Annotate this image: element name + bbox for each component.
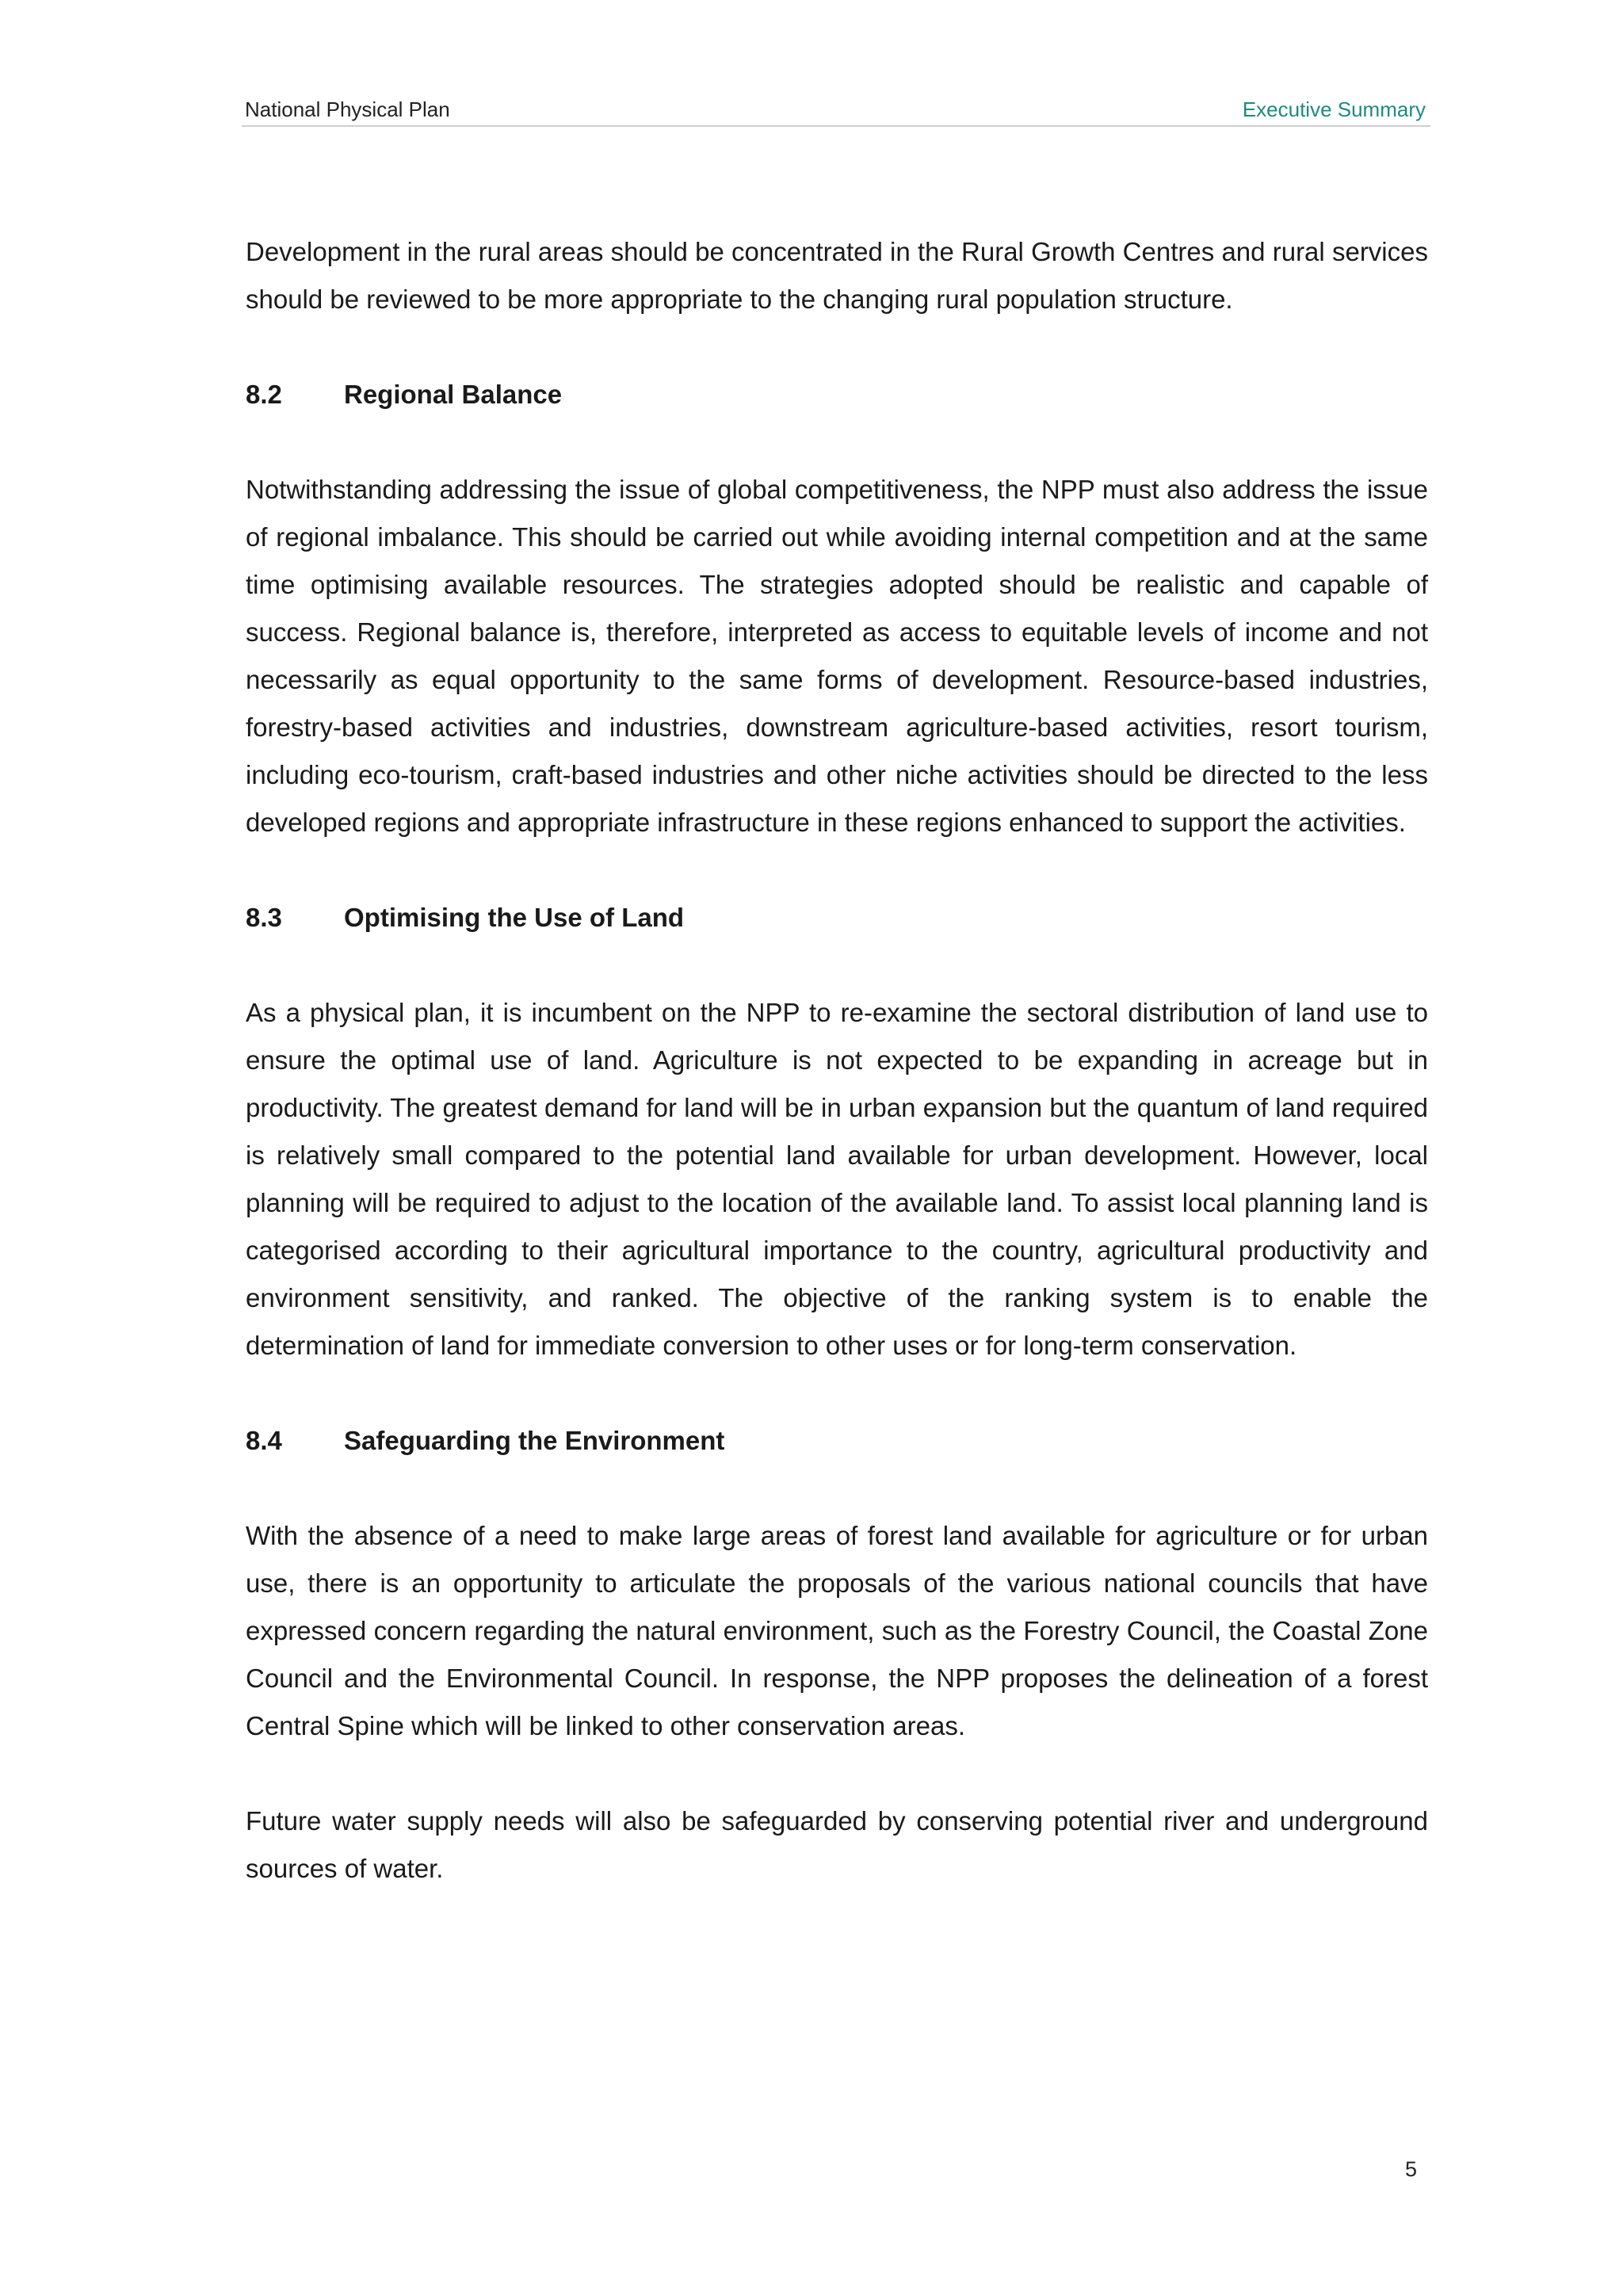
section-8-2	[246, 371, 1428, 846]
intro-paragraph: Development in the rural areas should be concentrated in the Rural Growth Centres and rural services should be reviewed to be more appropriate to the changing rural population structure.	[246, 237, 1428, 314]
page-content	[246, 228, 1428, 1940]
body-paragraph: With the absence of a need to make large areas of forest land available for agriculture or for urban use, there is an opportunity to articulate the proposals of the various national councils that have expressed concern regarding the natural environment, such as the Forestry Council, the Coastal Zone Council and the Environmental Council. In response, the NPP proposes the delineation of a forest Central Spine which will be linked to other conservation areas.	[246, 1521, 1428, 1740]
section-heading	[246, 1417, 1428, 1465]
section-8-4	[246, 1417, 1428, 1893]
section-number: 8.3	[246, 903, 282, 932]
document-title: National Physical Plan	[245, 97, 450, 121]
section-number: 8.4	[246, 1426, 282, 1455]
section-heading	[246, 894, 1428, 942]
page-header	[242, 97, 1430, 127]
section-heading	[246, 371, 1428, 418]
body-paragraph: As a physical plan, it is incumbent on the NPP to re-examine the sectoral distribution of land use to ensure the optimal use of land. Agriculture is not expected to be expanding in acreage but in productivity. The greatest demand for land will be in urban expansion but the quantum of land required is relatively small compared to the potential land available for urban development. However, local planning will be required to adjust to the location of the available land. To assist local planning land is categorised according to their agricultural importance to the country, agricultural productivity and environment sensitivity, and ranked. The objective of the ranking system is to enable the determination of land for immediate conversion to other uses or for long-term conservation.	[246, 998, 1428, 1360]
section-8-3	[246, 894, 1428, 1370]
page-number: 5	[1404, 2157, 1417, 2181]
body-paragraph: Notwithstanding addressing the issue of global competitiveness, the NPP must also address the issue of regional imbalance. This should be carried out while avoiding internal competition and at the same time optimising available resources. The strategies adopted should be realistic and capable of success. Regional balance is, therefore, interpreted as access to equitable levels of income and not necessarily as equal opportunity to the same forms of development. Resource-based industries, forestry-based activities and industries, downstream agriculture-based activities, resort tourism, including eco-tourism, craft-based industries and other niche activities should be directed to the less developed regions and appropriate infrastructure in these regions enhanced to support the activities.	[246, 475, 1428, 837]
section-title-text: Optimising the Use of Land	[344, 903, 685, 932]
section-title-text: Safeguarding the Environment	[344, 1426, 725, 1455]
section-title-text: Regional Balance	[344, 380, 563, 409]
body-paragraph: Future water supply needs will also be safeguarded by conserving potential river and underground sources of water.	[246, 1806, 1428, 1883]
section-title: Executive Summary	[1242, 97, 1426, 121]
section-number: 8.2	[246, 380, 282, 409]
